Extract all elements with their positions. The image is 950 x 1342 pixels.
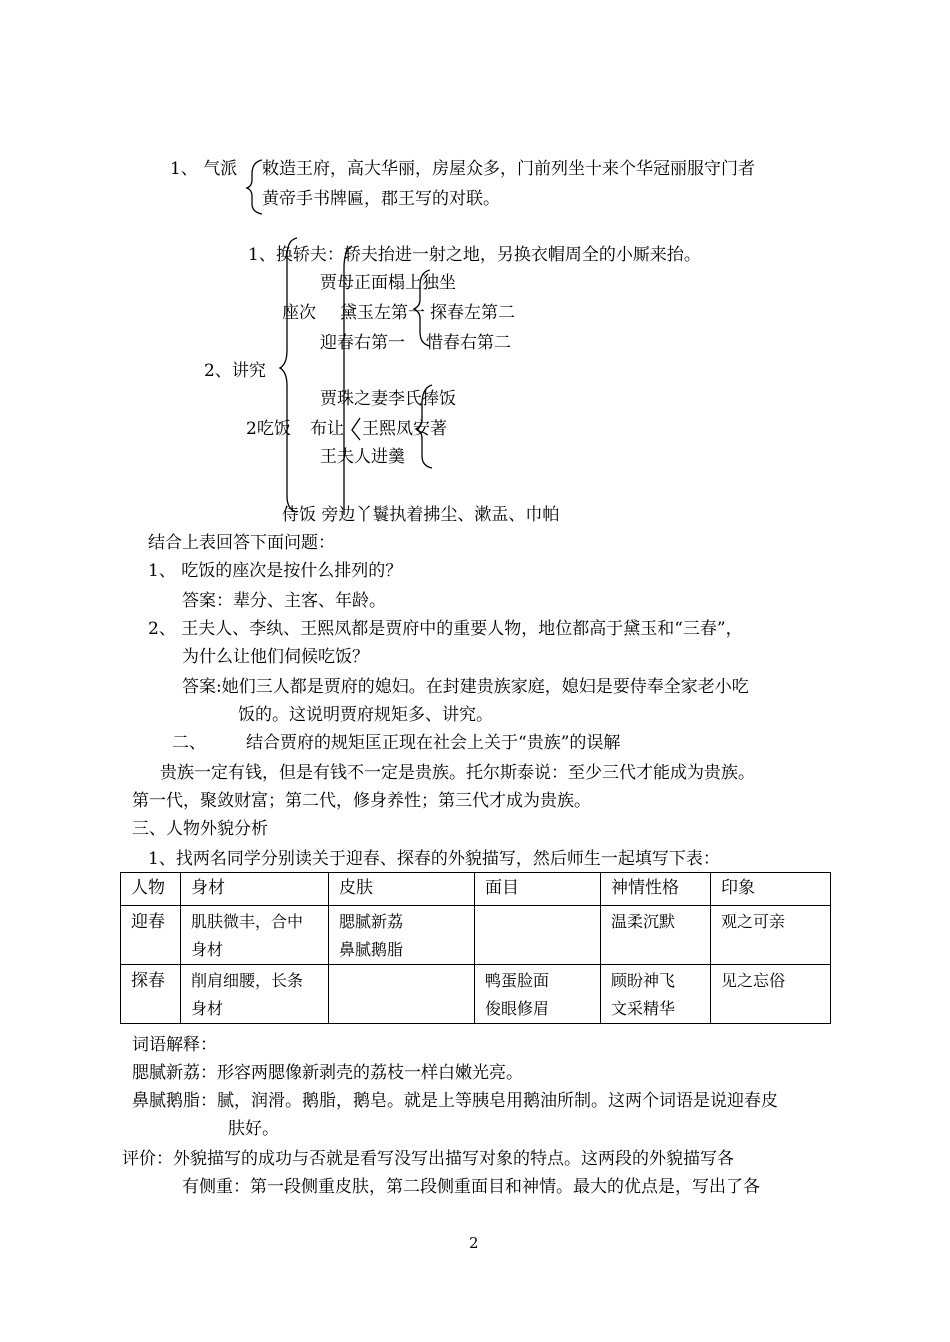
question-1: 1、 吃饭的座次是按什么排列的？: [148, 561, 403, 581]
cell-line: 肌肤微丰，合中: [191, 912, 304, 931]
table-cell: [601, 965, 711, 1024]
zuoci-label: 座次: [282, 303, 316, 323]
table-header: 皮肤: [329, 873, 475, 906]
cell-line: 观之可亲: [721, 912, 786, 931]
answer-2-line2: 饭的。这说明贾府规矩多、讲究。: [238, 705, 493, 725]
jiangjiu-label: 2、讲究: [204, 361, 266, 381]
table-cell: [601, 906, 711, 965]
answer-2-line1: 答案:她们三人都是贾府的媳妇。在封建贵族家庭，媳妇是要侍奉全家老小吃: [182, 677, 749, 697]
zuoci-3: 迎春右第一: [320, 333, 405, 353]
cell-line: 身材: [191, 999, 224, 1018]
section3-heading: 三、人物外貌分析: [132, 819, 268, 839]
cell-line: 温柔沉默: [611, 912, 676, 931]
cell-line: 俊眼修眉: [485, 999, 550, 1018]
table-cell: [329, 965, 475, 1024]
buran-3: 王夫人进羹: [320, 447, 405, 467]
questions-intro: 结合上表回答下面问题：: [148, 533, 335, 553]
table-header: 神情性格: [601, 873, 711, 906]
table-header: 身材: [181, 873, 329, 906]
chifan-label: 2吃饭: [246, 419, 291, 439]
section2-number: 二、: [172, 733, 206, 753]
cell-line: 鼻腻鹅脂: [339, 940, 404, 959]
cell-line: 文采精华: [611, 999, 676, 1018]
buran-2: 王熙凤安著: [362, 419, 447, 439]
section2-para-line1: 贵族一定有钱，但是有钱不一定是贵族。托尔斯泰说：至少三代才能成为贵族。: [160, 763, 755, 783]
table-cell: [475, 906, 601, 965]
item1-line2: 黄帝手书牌匾，郡王写的对联。: [262, 189, 500, 209]
table-cell: [329, 906, 475, 965]
cell-line: 身材: [191, 940, 224, 959]
buran-1: 贾珠之妻李氏捧饭: [320, 389, 456, 409]
brace-buran-small: [352, 418, 360, 440]
table-row: [121, 965, 831, 1024]
table-cell: [475, 965, 601, 1024]
table-cell: [711, 965, 831, 1024]
table-cell: 探春: [121, 965, 181, 1024]
item-huanjiaofu: 1、换轿夫：轿夫抬进一射之地，另换衣帽周全的小厮来抬。: [248, 245, 701, 265]
table-cell: 迎春: [121, 906, 181, 965]
shifan: 侍饭 旁边丫鬟执着拂尘、漱盂、巾帕: [282, 505, 560, 525]
zuoci-2: 黛玉左第一: [340, 303, 425, 323]
question-2-line2: 为什么让他们伺候吃饭？: [182, 647, 369, 667]
table-row: [121, 906, 831, 965]
zuoci-2b: 探春左第二: [430, 303, 515, 323]
glossary-term2-line1: 鼻腻鹅脂：腻，润滑。鹅脂，鹅皂。就是上等胰皂用鹅油所制。这两个词语是说迎春皮: [132, 1091, 778, 1111]
cell-line: 鸭蛋脸面: [485, 971, 550, 990]
table-header: 人物: [121, 873, 181, 906]
cell-line: 见之忘俗: [721, 971, 786, 990]
page-number: 2: [469, 1234, 479, 1252]
item1-line1: 敕造王府，高大华丽，房屋众多，门前列坐十来个华冠丽服守门者: [262, 159, 755, 179]
table-cell: [181, 906, 329, 965]
table-header: 面目: [475, 873, 601, 906]
table-header-row: [121, 873, 831, 906]
glossary-heading: 词语解释：: [132, 1035, 217, 1055]
brace-qipai: [247, 160, 262, 214]
table-cell: [711, 906, 831, 965]
cell-line: 顾盼神飞: [611, 971, 676, 990]
zuoci-1: 贾母正面榻上独坐: [320, 273, 456, 293]
item1-label: 1、 气派: [170, 159, 238, 179]
zuoci-3b: 惜春右第二: [426, 333, 511, 353]
evaluation-line2: 有侧重：第一段侧重皮肤，第二段侧重面目和神情。最大的优点是，写出了各: [182, 1177, 760, 1197]
glossary-term1: 腮腻新荔：形容两腮像新剥壳的荔枝一样白嫩光亮。: [132, 1063, 523, 1083]
section2-para-line2: 第一代，聚敛财富；第二代，修身养性；第三代才成为贵族。: [132, 791, 591, 811]
appearance-table: [120, 872, 830, 1028]
evaluation-line1: 评价：外貌描写的成功与否就是看写没写出描写对象的特点。这两段的外貌描写各: [122, 1149, 734, 1169]
brace-jiangjiu: [280, 238, 297, 512]
section2-heading: 结合贾府的规矩匡正现在社会上关于“贵族”的误解: [246, 733, 621, 753]
table-header: 印象: [711, 873, 831, 906]
glossary-term2-line2: 肤好。: [228, 1119, 279, 1139]
section3-instruction: 1、找两名同学分别读关于迎春、探春的外貌描写，然后师生一起填写下表：: [148, 849, 720, 869]
question-2-line1: 2、 王夫人、李纨、王熙凤都是贾府中的重要人物，地位都高于黛玉和“三春”，: [148, 619, 743, 639]
cell-line: 削肩细腰，长条: [191, 971, 304, 990]
buran-label: 布让: [310, 419, 344, 439]
table-cell: [181, 965, 329, 1024]
cell-line: 腮腻新荔: [339, 912, 404, 931]
answer-1: 答案：辈分、主客、年龄。: [182, 591, 386, 611]
